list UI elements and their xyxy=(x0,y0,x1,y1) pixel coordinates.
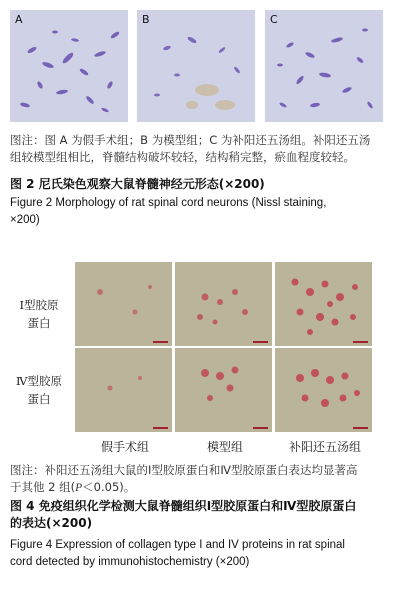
figure4-title-zh-line2: 的表达(×200) xyxy=(10,516,93,530)
figure4-title-en xyxy=(10,537,400,571)
ihc-collagen4-model-image xyxy=(175,348,272,432)
row-label-collagen-4 xyxy=(12,372,66,408)
row-label-collagen-1 xyxy=(12,296,66,332)
figure4-note-line2-a: 于其他 2 组( xyxy=(10,480,76,494)
ihc-collagen4-sham xyxy=(75,348,172,432)
panel-letter-b: B xyxy=(142,13,150,26)
ihc-collagen1-buyang-image xyxy=(275,262,372,346)
ihc-collagen4-model xyxy=(175,348,272,432)
ihc-collagen1-model xyxy=(175,262,272,346)
figure2-note-line1: 图注：图 A 为假手术组；B 为模型组；C 为补阳还五汤组。补阳还五汤 xyxy=(10,133,371,147)
ihc-collagen1-buyang xyxy=(275,262,372,346)
figure4-note-p-italic: P xyxy=(75,482,83,494)
ihc-collagen4-buyang xyxy=(275,348,372,432)
figure2-note xyxy=(10,132,400,166)
nissl-panel-c xyxy=(265,10,383,122)
figure2-note-line2: 组较模型组相比，脊髓结构破坏较轻，结构稍完整，瘀血程度较轻。 xyxy=(10,150,355,164)
panel-letter-a: A xyxy=(15,13,23,26)
ihc-collagen4-buyang-image xyxy=(275,348,372,432)
figure2-title-zh: 图 2 尼氏染色观察大鼠脊髓神经元形态(×200) xyxy=(10,177,265,191)
figure4-note-line2-b: ＜0.05)。 xyxy=(82,480,136,494)
panel-letter-c: C xyxy=(270,13,278,26)
ihc-collagen1-model-image xyxy=(175,262,272,346)
figure4-title-en-line2: cord detected by immunohistochemistry (×200) xyxy=(10,556,250,568)
row-label-collagen-1-line1: Ⅰ型胶原 xyxy=(19,298,59,312)
row-label-collagen-4-line2: 蛋白 xyxy=(27,392,51,406)
figure4-note-line2 xyxy=(10,479,400,497)
nissl-panel-a-image xyxy=(10,10,128,122)
figure4-note xyxy=(10,462,400,497)
figure4-title-en-line1: Figure 4 Expression of collagen type I and IV proteins in rat spinal xyxy=(10,539,345,551)
ihc-collagen1-sham-image xyxy=(75,262,172,346)
figure2-title-en-line2: ×200) xyxy=(10,214,40,226)
ihc-collagen4-sham-image xyxy=(75,348,172,432)
column-label-model: 模型组 xyxy=(206,440,243,454)
nissl-panel-a xyxy=(10,10,128,122)
nissl-panel-b xyxy=(137,10,255,122)
row-label-collagen-4-line1: Ⅳ型胶原 xyxy=(16,374,62,388)
nissl-panel-b-image xyxy=(137,10,255,122)
figure4-title-zh-line1: 图 4 免疫组织化学检测大鼠脊髓组织Ⅰ型胶原蛋白和Ⅳ型胶原蛋白 xyxy=(10,499,357,513)
figure2-title-en-line1: Figure 2 Morphology of rat spinal cord neurons (Nissl staining, xyxy=(10,197,327,209)
figure2-title-en xyxy=(10,195,400,229)
ihc-collagen1-sham xyxy=(75,262,172,346)
nissl-panel-c-image xyxy=(265,10,383,122)
figure4-note-line1: 图注：补阳还五汤组大鼠的Ⅰ型胶原蛋白和Ⅳ型胶原蛋白表达均显著高 xyxy=(10,463,358,477)
figure4-title-zh xyxy=(10,498,400,532)
row-label-collagen-1-line2: 蛋白 xyxy=(27,316,51,330)
column-label-buyang: 补阳还五汤组 xyxy=(288,440,361,454)
column-label-sham: 假手术组 xyxy=(100,440,149,454)
